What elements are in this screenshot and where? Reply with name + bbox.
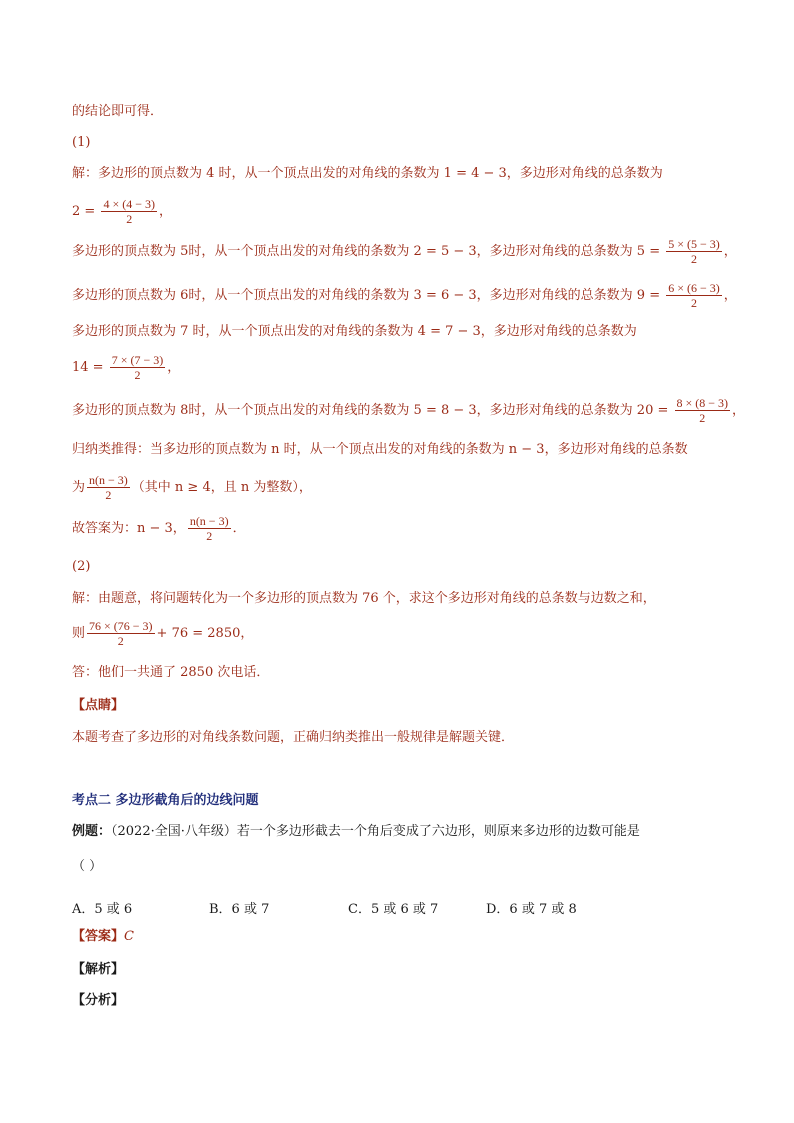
numerator: n(n − 3) xyxy=(189,514,229,528)
part2-line-1: 解：由题意，将问题转化为一个多边形的顶点数为 76 个，求这个多边形对角线的总条数与边数之和， xyxy=(72,591,656,606)
solution-line-4: 多边形的顶点数为 7 时，从一个顶点出发的对角线的条数为 4 = 7 − 3，多边形对角线的总条数为 xyxy=(72,324,637,339)
answer-line xyxy=(72,513,246,545)
solution-line-4b xyxy=(72,352,180,384)
example-paren: （ ） xyxy=(72,859,103,874)
fraction-8 xyxy=(675,396,731,425)
text: + 76 = 2850， xyxy=(156,626,254,641)
part2-line-3: 答：他们一共通了 2850 次电话． xyxy=(72,665,270,680)
option-a: A．5 或 6 xyxy=(72,902,133,917)
part-1-label: (1) xyxy=(72,135,91,150)
answer-row xyxy=(72,928,134,946)
fenxi-label: 【分析】 xyxy=(72,993,125,1008)
text: 多边形的顶点数为 5时，从一个顶点出发的对角线的条数为 2 = 5 − 3，多边形对角线的总条数为 5 = xyxy=(72,244,661,259)
punct: ， xyxy=(158,204,172,219)
text: 故答案为：n − 3， xyxy=(72,521,186,536)
fraction-76 xyxy=(87,619,155,648)
punct: ． xyxy=(232,521,246,536)
fraction-answer xyxy=(188,514,231,543)
numerator: 4 × (4 − 3) xyxy=(103,197,155,211)
part2-line-2 xyxy=(72,618,253,650)
solution-line-3 xyxy=(72,280,737,312)
comment-text: 本题考查了多边形的对角线条数问题，正确归纳类推出一般规律是解题关键． xyxy=(72,730,515,745)
option-c: C．5 或 6 或 7 xyxy=(348,902,439,917)
numerator: 5 × (5 − 3) xyxy=(668,237,720,251)
denominator: 2 xyxy=(699,411,706,425)
punct: ， xyxy=(723,288,737,303)
option-b: B．6 或 7 xyxy=(209,902,270,917)
fraction-4 xyxy=(101,197,157,226)
denominator: 2 xyxy=(105,488,112,502)
induction-line-b xyxy=(72,472,312,504)
example-label: 例题： xyxy=(72,824,112,839)
solution-line-5 xyxy=(72,395,745,427)
example-line xyxy=(72,823,640,841)
fraction-5 xyxy=(666,237,722,266)
denominator: 2 xyxy=(117,634,124,648)
numerator: 76 × (76 − 3) xyxy=(89,619,153,633)
eq-left: 14 = xyxy=(72,360,104,375)
numerator: 7 × (7 − 3) xyxy=(111,353,164,367)
comment-label: 【点睛】 xyxy=(72,698,125,713)
denominator: 2 xyxy=(126,212,133,226)
fraction-7 xyxy=(110,353,166,382)
part-2-label: (2) xyxy=(72,559,91,574)
section-title: 考点二 多边形截角后的边线问题 xyxy=(72,793,259,808)
text: 多边形的顶点数为 6时，从一个顶点出发的对角线的条数为 3 = 6 − 3，多边形对角线的总条数为 9 = xyxy=(72,288,661,303)
punct: ， xyxy=(732,403,746,418)
option-d: D．6 或 7 或 8 xyxy=(486,902,577,917)
text: （其中 n ≥ 4，且 n 为整数）， xyxy=(131,480,312,495)
punct: ， xyxy=(723,244,737,259)
conclusion-line: 的结论即可得． xyxy=(72,104,164,119)
denominator: 2 xyxy=(691,296,697,310)
example-text: （2022·全国·八年级）若一个多边形截去一个角后变成了六边形，则原来多边形的边数可能是 xyxy=(111,824,640,839)
answer-label: 【答案】 xyxy=(72,929,125,944)
text: 多边形的顶点数为 8时，从一个顶点出发的对角线的条数为 5 = 8 − 3，多边形对角线的总条数为 20 = xyxy=(72,403,669,418)
fraction-n xyxy=(87,473,130,502)
eq-left: 2 = xyxy=(72,204,96,219)
denominator: 2 xyxy=(691,252,697,266)
analysis-label: 【解析】 xyxy=(72,962,125,977)
numerator: 8 × (8 − 3) xyxy=(676,396,729,410)
induction-line: 归纳类推得：当多边形的顶点数为 n 时，从一个顶点出发的对角线的条数为 n − 3，多边形对角线的总条数 xyxy=(72,442,688,457)
punct: ， xyxy=(167,360,181,375)
solution-line-1b xyxy=(72,196,172,228)
denominator: 2 xyxy=(206,529,213,543)
numerator: 6 × (6 − 3) xyxy=(668,281,720,295)
solution-line-1: 解：多边形的顶点数为 4 时，从一个顶点出发的对角线的条数为 1 = 4 − 3，多边形对角线的总条数为 xyxy=(72,166,663,181)
numerator: n(n − 3) xyxy=(89,473,128,487)
fraction-6 xyxy=(666,281,722,310)
denominator: 2 xyxy=(134,368,141,382)
text: 为 xyxy=(72,480,86,495)
text: 则 xyxy=(72,626,86,641)
solution-line-2 xyxy=(72,236,737,268)
answer-value: C xyxy=(124,929,134,944)
